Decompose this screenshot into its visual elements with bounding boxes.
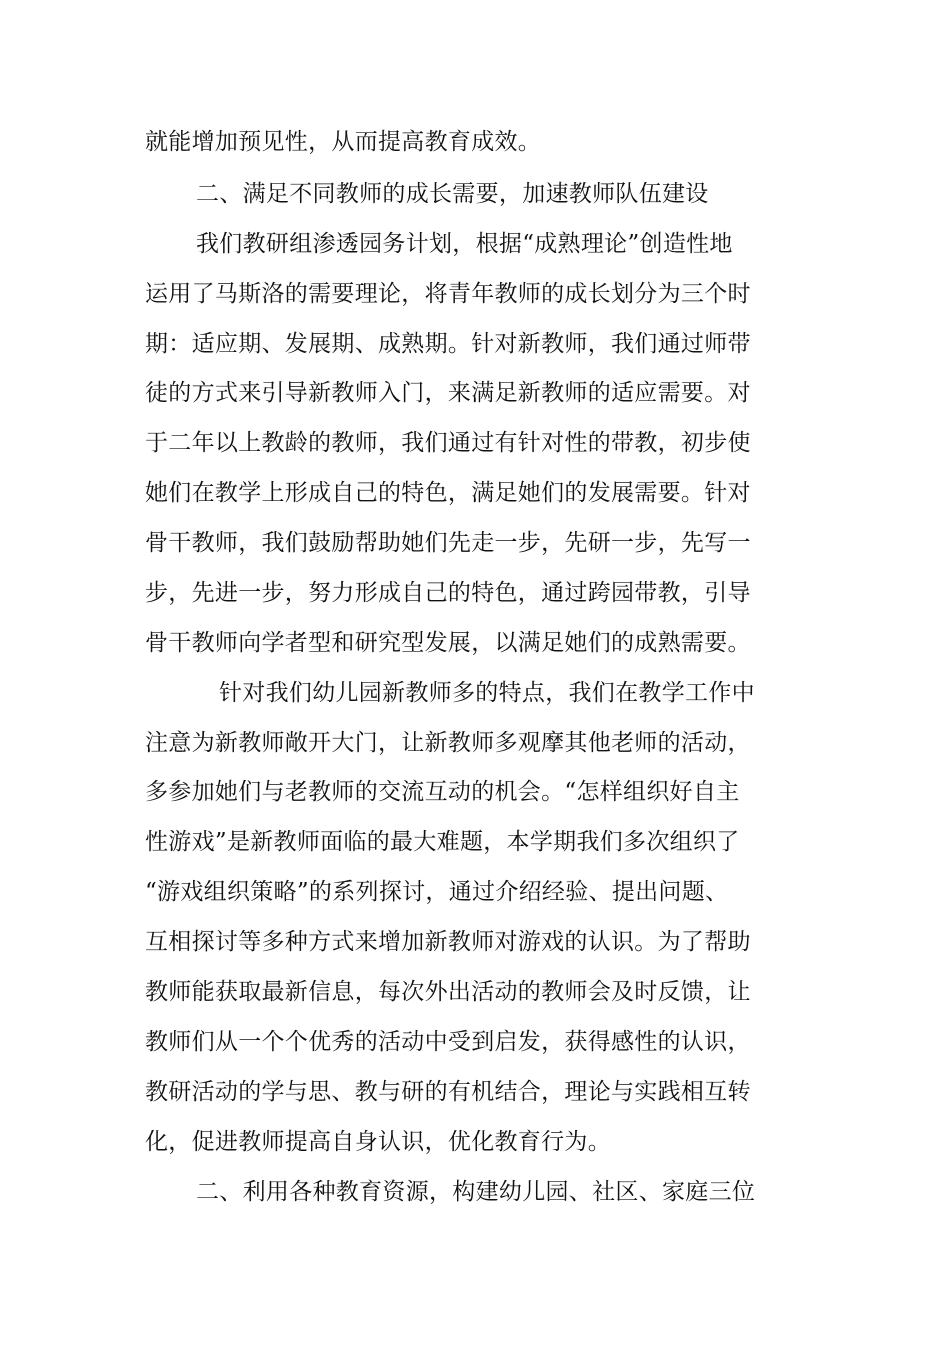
text-line-18: 教师能获取最新信息，每次外出活动的教师会及时反馈，让 <box>145 979 751 1005</box>
text-line-13: 注意为新教师敞开大门，让新教师多观摩其他老师的活动， <box>145 730 751 756</box>
text-line-8: 她们在教学上形成自己的特色，满足她们的发展需要。针对 <box>145 480 751 506</box>
text-line-12: 针对我们幼儿园新教师多的特点，我们在教学工作中 <box>219 680 755 706</box>
text-line-16: “游戏组织策略”的系列探讨，通过介绍经验、提出问题、 <box>145 879 729 905</box>
text-line-5: 期：适应期、发展期、成熟期。针对新教师，我们通过师带 <box>145 331 751 357</box>
text-line-14: 多参加她们与老教师的交流互动的机会。“怎样组织好自主 <box>145 779 740 805</box>
text-line-4: 运用了马斯洛的需要理论，将青年教师的成长划分为三个时 <box>145 281 751 307</box>
text-line-9: 骨干教师，我们鼓励帮助她们先走一步，先研一步，先写一 <box>145 530 751 556</box>
text-line-7: 于二年以上教龄的教师，我们通过有针对性的带教，初步使 <box>145 430 751 456</box>
text-line-17: 互相探讨等多种方式来增加新教师对游戏的认识。为了帮助 <box>145 929 751 955</box>
text-line-21: 化，促进教师提高自身认识，优化教育行为。 <box>145 1129 611 1155</box>
text-line-6: 徒的方式来引导新教师入门，来满足新教师的适应需要。对 <box>145 380 751 406</box>
section-heading-2: 二、满足不同教师的成长需要，加速教师队伍建设 <box>196 181 709 207</box>
text-line-3: 我们教研组渗透园务计划，根据“成熟理论”创造性地 <box>196 231 733 257</box>
text-line-10: 步，先进一步，努力形成自己的特色，通过跨园带教，引导 <box>145 580 751 606</box>
text-line-20: 教研活动的学与思、教与研的有机结合，理论与实践相互转 <box>145 1079 751 1105</box>
text-line-1: 就能增加预见性，从而提高教育成效。 <box>145 129 542 155</box>
text-line-11: 骨干教师向学者型和研究型发展，以满足她们的成熟需要。 <box>145 630 751 656</box>
section-heading-3: 二、利用各种教育资源，构建幼儿园、社区、家庭三位 <box>196 1179 756 1205</box>
text-line-19: 教师们从一个个优秀的活动中受到启发，获得感性的认识， <box>145 1029 751 1055</box>
text-line-15: 性游戏”是新教师面临的最大难题，本学期我们多次组织了 <box>145 829 740 855</box>
